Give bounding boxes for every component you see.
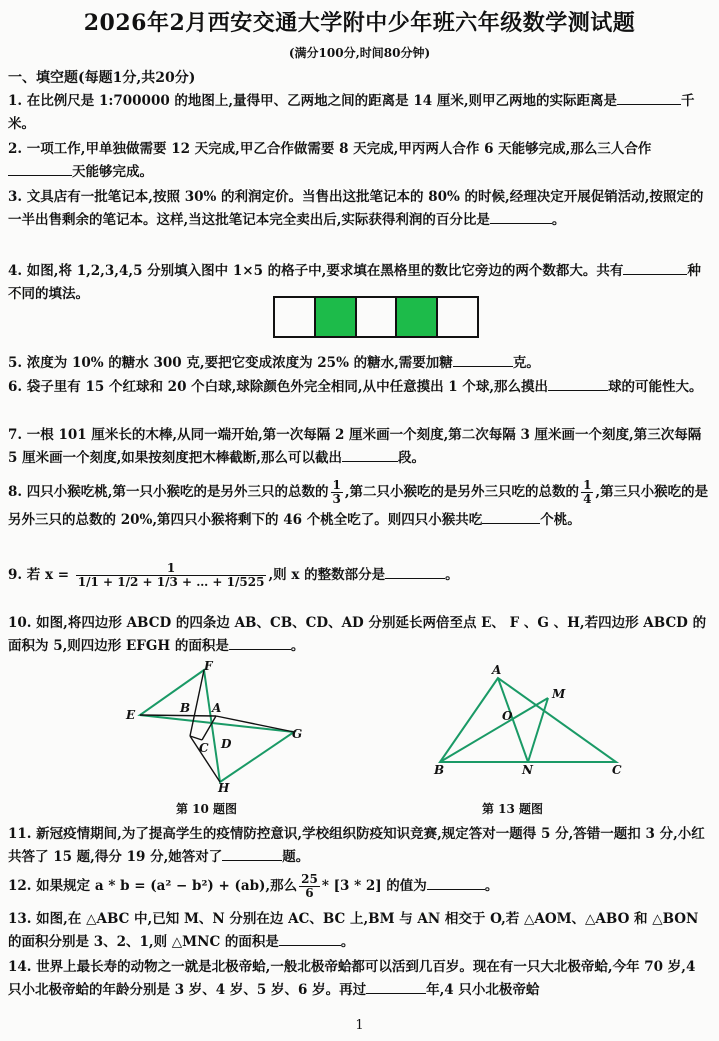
question-12-text-2: * [3 * 2] 的值为 xyxy=(321,878,427,894)
question-11 xyxy=(8,823,712,869)
label-O: O xyxy=(502,709,513,723)
answer-blank xyxy=(229,635,291,650)
question-4-text: 4. 如图,将 1,2,3,4,5 分别填入图中 1×5 的格子中,要求填在黑格里的数比它旁边的两个数都大。共有 xyxy=(8,263,624,279)
answer-blank xyxy=(482,509,540,524)
label-H: H xyxy=(218,781,230,795)
fraction-25-6: $\frac{25}{6}$ xyxy=(301,872,318,900)
question-11-text: 11. 新冠疫情期间,为了提高学生的疫情防控意识,学校组织防疫知识竞赛,规定答对一题得 5 分,答错一题扣 3 分,小红共答了 15 题,得分 19 分,她答对了 xyxy=(8,826,705,865)
answer-blank xyxy=(222,846,282,861)
question-7-unit: 段。 xyxy=(398,450,425,466)
question-5 xyxy=(8,352,712,375)
figure-10-caption: 第 10 题图 xyxy=(176,802,238,816)
question-5-text: 5. 浓度为 10% 的糖水 300 克,要把它变成浓度为 25% 的糖水,需要加糖 xyxy=(8,355,453,371)
question-13 xyxy=(8,908,712,954)
question-9 xyxy=(8,562,712,589)
question-8-unit: 个桃。 xyxy=(540,512,581,528)
answer-blank xyxy=(385,564,445,579)
question-14-text: 14. 世界上最长寿的动物之一就是北极帝蛤,一般北极帝蛤都可以活到几百岁。现在有一只大北极帝蛤,今年 70 岁,4 只小北极帝蛤的年龄分别是 3 岁、4 岁、5 岁、6 岁。再过 xyxy=(8,959,696,998)
question-13-text: 13. 如图,在 △ABC 中,已知 M、N 分别在边 AC、BC 上,BM 与 AN 相交于 O,若 △AOM、△ABO 和 △BON 的面积分别是 3、2、1,则 △MNC 的面积是 xyxy=(8,911,699,950)
label-A13: A xyxy=(492,663,502,677)
question-1-unit: 千米。 xyxy=(8,93,695,132)
question-12-end: 。 xyxy=(484,878,499,894)
fraction-one-quarter: $\frac{1}{4}$ xyxy=(583,478,592,506)
label-C: C xyxy=(199,741,209,755)
answer-blank xyxy=(617,90,681,105)
answer-blank xyxy=(548,376,608,391)
label-E: E xyxy=(126,708,136,722)
label-F: F xyxy=(204,660,213,673)
grid-cell xyxy=(438,298,477,336)
question-6-unit: 球的可能性大。 xyxy=(608,379,703,395)
answer-blank xyxy=(623,260,687,275)
question-4-unit: 种不同的填法。 xyxy=(8,263,701,302)
label-N: N xyxy=(522,763,533,777)
question-6 xyxy=(8,376,712,399)
question-2-text: 2. 一项工作,甲单独做需要 12 天完成,甲乙合作做需要 8 天完成,甲丙两人合作 6 天能够完成,那么三人合作 xyxy=(8,141,652,157)
question-6-text: 6. 袋子里有 15 个红球和 20 个白球,球除颜色外完全相同,从中任意摸出 1 个球,那么摸出 xyxy=(8,379,549,395)
fraction-one-third: $\frac{1}{3}$ xyxy=(332,478,341,506)
answer-blank xyxy=(427,875,485,890)
question-13-end: 。 xyxy=(340,934,355,950)
question-5-unit: 克。 xyxy=(512,355,540,371)
label-M: M xyxy=(552,687,566,701)
question-3 xyxy=(8,186,712,232)
figure-13-triangle xyxy=(430,660,630,780)
question-9-end: 。 xyxy=(445,567,459,583)
question-7 xyxy=(8,424,712,470)
question-10 xyxy=(8,612,712,658)
page-number: 1 xyxy=(355,1018,364,1033)
question-1-text: 1. 在比例尺是 1:700000 的地图上,量得甲、乙两地之间的距离是 14 厘米,则甲乙两地的实际距离是 xyxy=(8,93,618,109)
grid-cell-shaded xyxy=(316,298,357,336)
answer-blank xyxy=(366,979,426,994)
grid-cell-shaded xyxy=(397,298,438,336)
label-B13: B xyxy=(434,763,445,777)
question-8 xyxy=(8,478,712,534)
answer-blank xyxy=(342,447,398,462)
question-2-unit: 天能够完成。 xyxy=(72,164,153,180)
question-3-end: 。 xyxy=(551,212,566,228)
answer-blank xyxy=(490,209,552,224)
grid-1x5 xyxy=(273,296,479,338)
question-3-text: 3. 文具店有一批笔记本,按照 30% 的利润定价。当售出这批笔记本的 80% 的时候,经理决定开展促销活动,按照定的一半出售剩余的笔记本。这样,当这批笔记本完全卖出后,实际获得利润的百分比是 xyxy=(8,189,704,228)
question-8-text-2: ,第二只小猴吃的是另外三只吃的总数的 xyxy=(344,484,580,500)
label-G: G xyxy=(292,727,303,741)
question-1 xyxy=(8,90,712,136)
label-D: D xyxy=(221,737,232,751)
grid-cell xyxy=(357,298,398,336)
label-A: A xyxy=(212,701,222,715)
question-9-text-2: ,则 x 的整数部分是 xyxy=(268,567,386,583)
page-title: 2026年2月西安交通大学附中少年班六年级数学测试题 xyxy=(83,10,636,36)
answer-blank xyxy=(8,161,72,176)
question-10-end: 。 xyxy=(290,638,305,654)
question-8-text: 8. 四只小猴吃桃,第一只小猴吃的是另外三只的总数的 xyxy=(8,484,329,500)
section-heading: 一、填空题(每题1分,共20分) xyxy=(8,70,196,86)
question-14 xyxy=(8,956,712,1002)
question-8-text-3: ,第三只小猴吃的是另外三只的总数的 20%,第四只小猴将剩下的 46 个桃全吃了。则四只小猴共吃 xyxy=(8,484,709,528)
figure-10-quadrilateral xyxy=(120,660,310,796)
question-10-text: 10. 如图,将四边形 ABCD 的四条边 AB、CB、CD、AD 分别延长两倍至点 E、 F 、G 、H,若四边形 ABCD 的面积为 5,则四边形 EFGH 的面积是 xyxy=(8,615,707,654)
answer-blank xyxy=(453,352,513,367)
grid-cell xyxy=(275,298,316,336)
question-2 xyxy=(8,138,712,184)
question-9-text: 9. 若 x = xyxy=(8,567,70,583)
label-C13: C xyxy=(612,763,622,777)
answer-blank xyxy=(279,931,341,946)
page-subtitle: (满分100分,时间80分钟) xyxy=(288,46,431,60)
figure-13-caption: 第 13 题图 xyxy=(482,802,544,816)
question-7-text: 7. 一根 101 厘米长的木棒,从同一端开始,第一次每隔 2 厘米画一个刻度,第二次每隔 3 厘米画一个刻度,第三次每隔 5 厘米画一个刻度,如果按刻度把木棒截断,那么可以截出 xyxy=(8,427,702,466)
continued-fraction: $\frac{1}{1/1 + 1/2 + 1/3 + \dots + 1/525}$ xyxy=(77,561,265,589)
question-14-text-2: 年,4 只小北极帝蛤 xyxy=(426,982,540,998)
question-11-unit: 题。 xyxy=(282,849,310,865)
label-B: B xyxy=(180,701,191,715)
question-12 xyxy=(8,872,712,900)
question-12-text: 12. 如果规定 a * b = (a² − b²) + (ab),那么 xyxy=(8,878,298,894)
